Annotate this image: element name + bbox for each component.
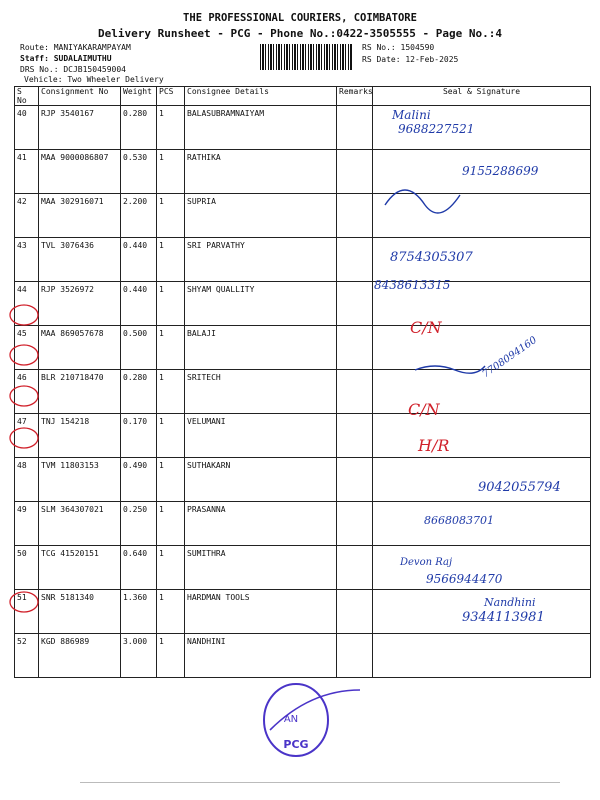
cell-consignee: NANDHINI	[185, 634, 337, 678]
cell-sno: 45	[15, 326, 39, 370]
route-label: Route: MANIYAKARAMPAYAM	[20, 43, 131, 52]
cell-pcs: 1	[157, 326, 185, 370]
hw-name-51: Devon Raj	[400, 557, 453, 568]
cell-consignment: KGD 886989	[39, 634, 121, 678]
signature-scribble	[385, 190, 460, 213]
cell-consignment: RJP 3540167	[39, 106, 121, 150]
cell-pcs: 1	[157, 106, 185, 150]
cell-sno: 44	[15, 282, 39, 326]
hw-phone-50: 8668083701	[424, 514, 494, 527]
rs-number: RS No.: 1504590	[362, 43, 435, 52]
cell-pcs: 1	[157, 370, 185, 414]
col-remarks: Remarks	[337, 87, 373, 106]
hw-name-52: Nandhini	[484, 596, 536, 609]
cell-pcs: 1	[157, 238, 185, 282]
red-circle-47	[10, 386, 38, 406]
rs-date: RS Date: 12-Feb-2025	[362, 55, 459, 64]
cell-consignment: TVL 3076436	[39, 238, 121, 282]
cell-sno: 52	[15, 634, 39, 678]
red-circle-52	[10, 592, 38, 612]
cell-consignment: TCG 41520151	[39, 546, 121, 590]
cell-pcs: 1	[157, 194, 185, 238]
cell-pcs: 1	[157, 590, 185, 634]
cell-weight: 1.360	[121, 590, 157, 634]
cell-sno: 43	[15, 238, 39, 282]
col-consignment: Consignment No	[39, 87, 121, 106]
cell-consignment: TNJ 154218	[39, 414, 121, 458]
cell-weight: 2.200	[121, 194, 157, 238]
cell-sno: 41	[15, 150, 39, 194]
cell-weight: 0.440	[121, 238, 157, 282]
red-circle-46	[10, 345, 38, 365]
cell-sno: 40	[15, 106, 39, 150]
col-pcs: PCS	[157, 87, 185, 106]
cell-pcs: 1	[157, 282, 185, 326]
cell-consignment: TVM 11803153	[39, 458, 121, 502]
staff-label: Staff: SUDALAIMUTHU	[20, 54, 112, 63]
cell-consignment: BLR 210718470	[39, 370, 121, 414]
cell-consignee: SRITECH	[185, 370, 337, 414]
hw-name-40: Malini	[392, 108, 431, 122]
cell-pcs: 1	[157, 546, 185, 590]
company-title: THE PROFESSIONAL COURIERS, COIMBATORE	[183, 12, 417, 24]
cell-weight: 0.280	[121, 106, 157, 150]
hw-phone-51: 9566944470	[426, 572, 503, 586]
cell-sno: 48	[15, 458, 39, 502]
cell-pcs: 1	[157, 502, 185, 546]
hw-phone-49: 9042055794	[478, 480, 561, 495]
cell-weight: 3.000	[121, 634, 157, 678]
cell-pcs: 1	[157, 458, 185, 502]
cell-pcs: 1	[157, 634, 185, 678]
cell-weight: 0.490	[121, 458, 157, 502]
cell-consignment: SLM 364307021	[39, 502, 121, 546]
runsheet-subtitle: Delivery Runsheet - PCG - Phone No.:0422-3505555 - Page No.:4	[98, 27, 502, 40]
cell-consignment: MAA 302916071	[39, 194, 121, 238]
hw-phone-41: 9155288699	[462, 164, 539, 178]
red-circle-48	[10, 428, 38, 448]
stamp-label: PCG	[283, 738, 309, 751]
cell-weight: 0.250	[121, 502, 157, 546]
cell-consignment: MAA 869057678	[39, 326, 121, 370]
hw-phone-52: 9344113981	[462, 610, 545, 625]
cell-weight: 0.640	[121, 546, 157, 590]
cell-sno: 50	[15, 546, 39, 590]
hw-phone-44: 8438613315	[374, 278, 451, 292]
cell-consignee: SUMITHRA	[185, 546, 337, 590]
cell-consignee: BALAJI	[185, 326, 337, 370]
cell-consignee: SHYAM QUALLITY	[185, 282, 337, 326]
hw-note-47: C/N	[408, 400, 440, 419]
page-bottom-rule	[80, 782, 560, 783]
cell-consignee: HARDMAN TOOLS	[185, 590, 337, 634]
hw-phone-40: 9688227521	[398, 122, 475, 136]
hw-note-48: H/R	[418, 436, 450, 455]
cell-weight: 0.280	[121, 370, 157, 414]
cell-sno: 49	[15, 502, 39, 546]
cell-pcs: 1	[157, 414, 185, 458]
cell-sno: 46	[15, 370, 39, 414]
cell-weight: 0.440	[121, 282, 157, 326]
cell-consignment: SNR 5181340	[39, 590, 121, 634]
stamp-initials: AN	[283, 714, 299, 725]
cell-consignee: SRI PARVATHY	[185, 238, 337, 282]
col-consignee: Consignee Details	[185, 87, 337, 106]
cell-sno: 47	[15, 414, 39, 458]
vehicle-label: Vehicle: Two Wheeler Delivery	[24, 75, 164, 84]
cell-pcs: 1	[157, 150, 185, 194]
cell-sno: 42	[15, 194, 39, 238]
cell-consignee: RATHIKA	[185, 150, 337, 194]
cell-consignee: SUTHAKARN	[185, 458, 337, 502]
hw-note-45: C/N	[410, 318, 442, 337]
cell-consignee: BALASUBRAMNAIYAM	[185, 106, 337, 150]
cell-consignee: PRASANNA	[185, 502, 337, 546]
cell-consignee: SUPRIA	[185, 194, 337, 238]
cell-weight: 0.170	[121, 414, 157, 458]
col-weight: Weight	[121, 87, 157, 106]
red-circle-45	[10, 305, 38, 325]
cell-sno: 51	[15, 590, 39, 634]
drs-label: DRS No.: DCJB150459004	[20, 65, 126, 74]
hw-phone-46: 7708094160	[480, 334, 540, 381]
cell-consignee: VELUMANI	[185, 414, 337, 458]
cell-consignment: MAA 9000086807	[39, 150, 121, 194]
col-signature: Seal & Signature	[373, 87, 591, 106]
cell-consignment: RJP 3526972	[39, 282, 121, 326]
hw-phone-43: 8754305307	[390, 250, 473, 265]
signature-scribble	[415, 366, 485, 373]
cell-weight: 0.530	[121, 150, 157, 194]
cell-weight: 0.500	[121, 326, 157, 370]
col-sno: S No	[15, 87, 39, 106]
